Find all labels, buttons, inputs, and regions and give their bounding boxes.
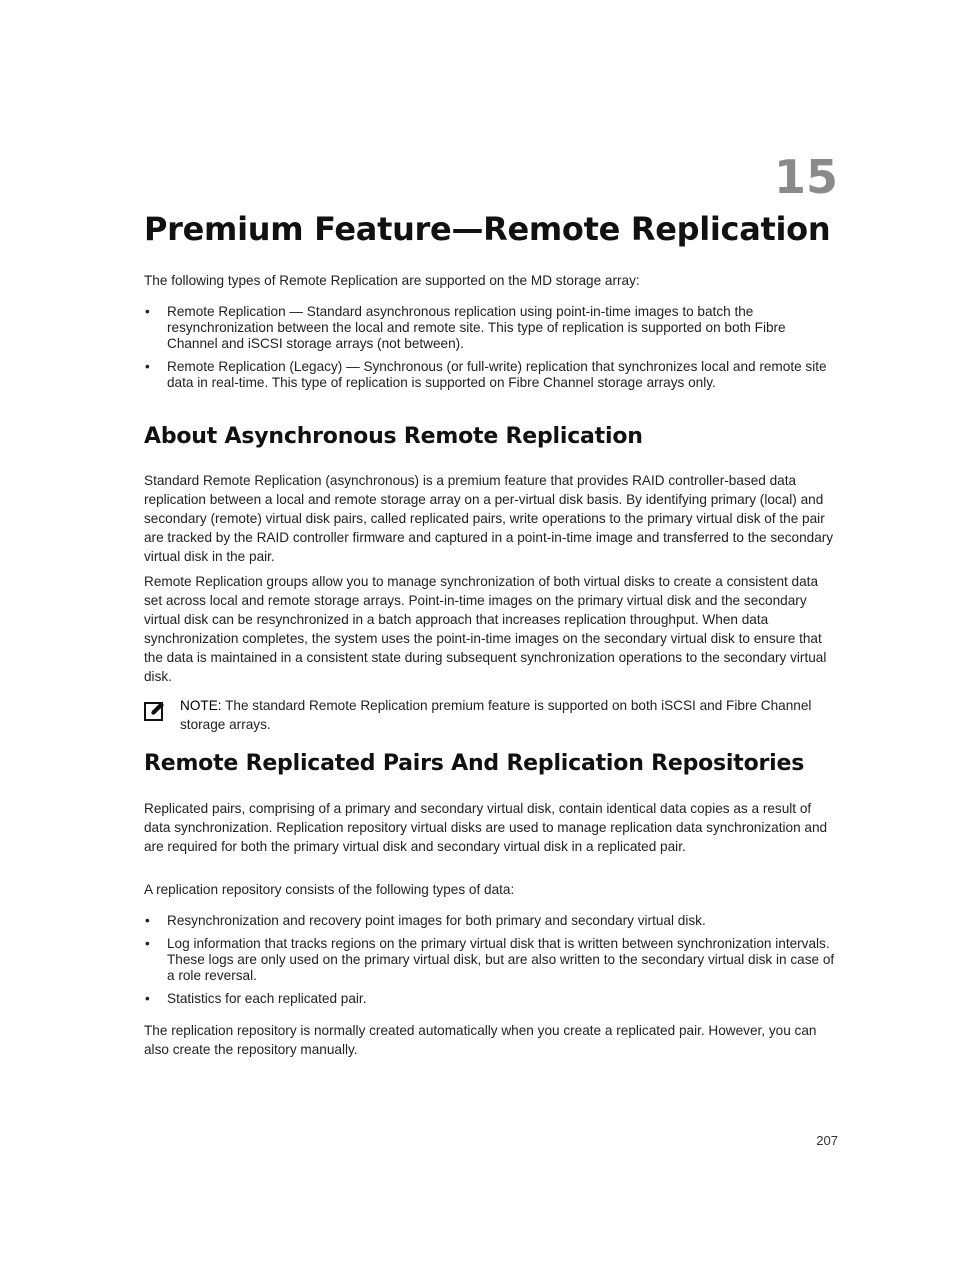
note-label: NOTE: <box>180 698 222 713</box>
bullet-icon: • <box>145 304 150 319</box>
list-item-text: Statistics for each replicated pair. <box>167 991 367 1006</box>
section2-bullet-list <box>144 913 838 1014</box>
list-item <box>144 991 838 1007</box>
note-pencil-icon <box>144 700 166 722</box>
bullet-icon: • <box>145 913 150 928</box>
list-item-text: Resynchronization and recovery point images for both primary and secondary virtual disk. <box>167 913 706 928</box>
bullet-icon: • <box>145 936 150 951</box>
list-item-text: Remote Replication (Legacy) — Synchronous (or full-write) replication that synchronizes local and remote site data in real-time. This type of replication is supported on Fibre Channel storage arrays only. <box>167 359 827 390</box>
list-item <box>144 936 838 984</box>
bullet-icon: • <box>145 359 150 374</box>
list-item <box>144 913 838 929</box>
chapter-number: 15 <box>773 150 838 204</box>
section1-paragraph-1: Standard Remote Replication (asynchronous) is a premium feature that provides RAID controller-based data replication between a local and remote storage array on a per-virtual disk basis. By identifying primary (local) and secondary (remote) virtual disk pairs, called replicated pairs, write operations to the primary virtual disk of the pair are tracked by the RAID controller firmware and captured in a point-in-time image and transferred to the secondary virtual disk in the pair. <box>144 473 834 564</box>
section2-paragraph-3: The replication repository is normally created automatically when you create a replicated pair. However, you can also create the repository manually. <box>144 1023 817 1057</box>
bullet-icon: • <box>145 991 150 1006</box>
page-number: 207 <box>816 1133 838 1148</box>
intro-paragraph: The following types of Remote Replication are supported on the MD storage array: <box>144 273 640 288</box>
list-item <box>144 304 838 352</box>
section-heading-async: About Asynchronous Remote Replication <box>144 424 643 449</box>
list-item-text: Log information that tracks regions on the primary virtual disk that is written between synchronization intervals. These logs are only used on the primary virtual disk, but are also written to the secondary virtual disk in case of a role reversal. <box>167 936 835 983</box>
intro-bullet-list <box>144 304 838 398</box>
note-body: The standard Remote Replication premium feature is supported on both iSCSI and Fibre Channel storage arrays. <box>180 698 812 732</box>
chapter-title: Premium Feature—Remote Replication <box>144 210 831 248</box>
note-text <box>180 696 838 734</box>
section2-paragraph-2: A replication repository consists of the following types of data: <box>144 882 515 897</box>
section-heading-replicated-pairs: Remote Replicated Pairs And Replication Repositories <box>144 751 805 776</box>
list-item <box>144 359 838 391</box>
list-item-text: Remote Replication — Standard asynchronous replication using point-in-time images to batch the resynchronization between the local and remote site. This type of replication is supported on both Fibre Channel and iSCSI storage arrays (not between). <box>167 304 786 351</box>
section1-paragraph-2: Remote Replication groups allow you to manage synchronization of both virtual disks to create a consistent data set across local and remote storage arrays. Point-in-time images on the primary virtual disk and the secondary virtual disk can be resynchronized in a batch approach that increases replication throughput. When data synchronization completes, the system uses the point-in-time images on the secondary virtual disk to ensure that the data is maintained in a consistent state during subsequent synchronization operations to the secondary virtual disk. <box>144 574 827 684</box>
section2-paragraph-1: Replicated pairs, comprising of a primary and secondary virtual disk, contain identical data copies as a result of data synchronization. Replication repository virtual disks are used to manage replication data synchronization and are required for both the primary virtual disk and secondary virtual disk in a replicated pair. <box>144 801 828 854</box>
